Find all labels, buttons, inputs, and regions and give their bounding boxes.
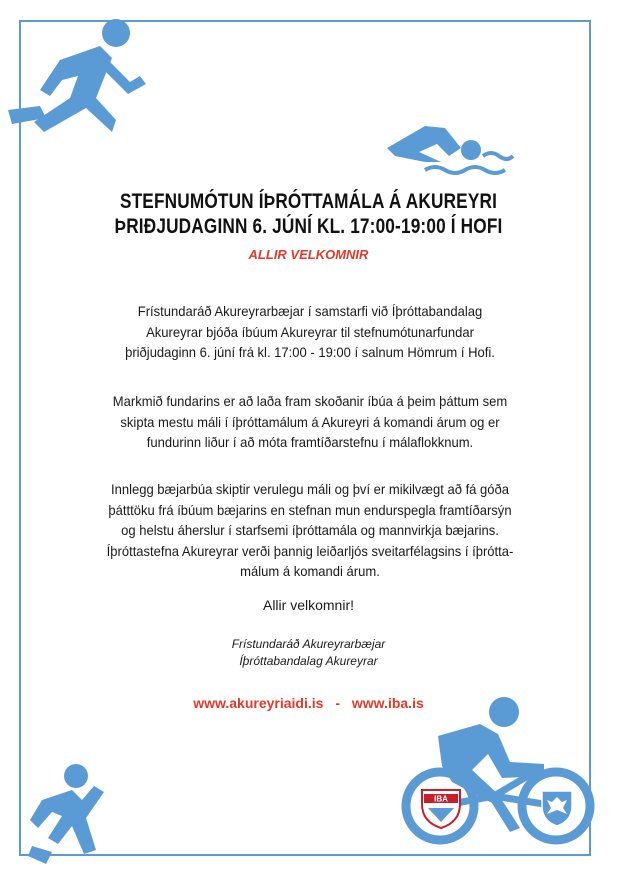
iba-logo xyxy=(418,786,464,830)
heading-line-1: STEFNUMÓTUN ÍÞRÓTTAMÁLA Á AKUREYRI xyxy=(119,190,498,213)
paragraph-line: fundurinn liður í að móta framtíðarstefnu í málaflokknum. xyxy=(146,434,474,450)
akureyri-crest-logo xyxy=(539,788,575,828)
paragraph-line: þriðjudaginn 6. júní frá kl. 17:00 - 19:00 í salnum Hömrum í Hofi. xyxy=(125,344,495,360)
paragraph-line: Íþróttastefna Akureyrar verði þannig leiðarljós sveitarfélagsins í íþrótta- xyxy=(106,542,514,559)
paragraph-line: og helstu áherslur í starfsemi íþróttamála og mannvirkja bæjarins. xyxy=(121,522,499,538)
paragraph-invitation xyxy=(68,301,552,363)
paragraph-line: Markmið fundarins er að laða fram skoðanir íbúa á þeim þáttum sem xyxy=(112,393,508,409)
closing-text: Allir velkomnir! xyxy=(262,597,354,613)
falling-person-icon xyxy=(22,760,122,870)
paragraph-line: málum á komandi árum. xyxy=(240,563,380,579)
cyclist-icon xyxy=(398,690,594,860)
paragraph-goal xyxy=(68,391,552,453)
paragraph-line: Innlegg bæjarbúa skiptir verulegu máli og því er mikilvægt að fá góða xyxy=(110,481,510,497)
welcome-banner: ALLIR VELKOMNIR xyxy=(248,247,369,262)
paragraph-line: Akureyrar bjóða íbúum Akureyrar til stefnumótunarfundar xyxy=(146,323,474,340)
swimmer-icon xyxy=(385,118,515,180)
paragraph-line: skipta mestu máli í íþróttamálum á Akureyri á komandi árum og er xyxy=(120,413,500,430)
iba-logo-text: IBA xyxy=(434,794,448,804)
link-akureyriaidi[interactable]: www.akureyriaidi.is xyxy=(193,695,324,711)
link-separator: - xyxy=(335,695,341,711)
link-iba[interactable]: www.iba.is xyxy=(351,695,424,711)
paragraph-participation xyxy=(68,479,552,582)
signature-line-1: Frístundaráð Akureyrarbæjar xyxy=(231,637,386,651)
heading-line-2: ÞRIÐJUDAGINN 6. JÚNÍ KL. 17:00-19:00 Í HOFI xyxy=(114,215,503,238)
signature-line-2: Íþróttabandalag Akureyrar xyxy=(239,654,378,668)
paragraph-line: þátttöku frá íbúum bæjarins en stefnan mun endurspegla framtíðarsýn xyxy=(108,501,512,518)
runner-icon xyxy=(0,0,160,160)
paragraph-line: Frístundaráð Akureyrarbæjar í samstarfi við Íþróttabandalag xyxy=(137,303,483,319)
